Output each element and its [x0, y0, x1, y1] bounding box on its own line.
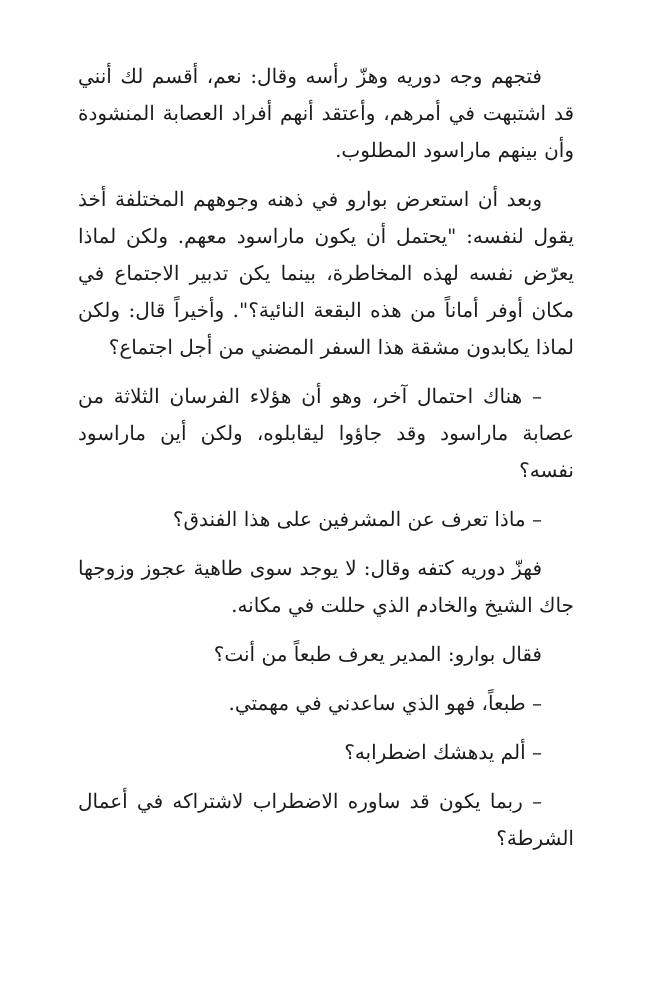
paragraph: فتجهم وجه دوريه وهزّ رأسه وقال: نعم، أقسم لك أنني قد اشتبهت في أمرهم، وأعتقد أنهم أفراد العصابة المنشودة وأن بينهم ماراسود المطلوب. — [78, 64, 574, 162]
paragraph: فهزّ دوريه كتفه وقال: لا يوجد سوى طاهية عجوز وزوجها جاك الشيخ والخادم الذي حللت في مكانه. — [78, 556, 574, 617]
paragraph: – ألم يدهشك اضطرابه؟ — [344, 740, 542, 764]
paragraph: – هناك احتمال آخر، وهو أن هؤلاء الفرسان الثلاثة من عصابة ماراسود وقد جاؤوا ليقابلوه، ولكن أين ماراسود نفسه؟ — [78, 384, 574, 482]
book-page — [78, 58, 574, 869]
paragraph: – ربما يكون قد ساوره الاضطراب لاشتراكه في أعمال الشرطة؟ — [78, 789, 574, 850]
paragraph: – طبعاً، فهو الذي ساعدني في مهمتي. — [228, 691, 542, 715]
paragraph: فقال بوارو: المدير يعرف طبعاً من أنت؟ — [213, 642, 542, 666]
paragraph: – ماذا تعرف عن المشرفين على هذا الفندق؟ — [172, 507, 542, 531]
paragraph: وبعد أن استعرض بوارو في ذهنه وجوههم المختلفة أخذ يقول لنفسه: "يحتمل أن يكون ماراسود معهم. ولكن لماذا يعرّض نفسه لهذه المخاطرة، بينما يكن تدبير الاجتماع في مكان أوفر أماناً من هذه البقعة النائية؟". وأخيراً قال: ولكن لماذا يكابدون مشقة هذا السفر المضني من أجل اجتماع؟ — [78, 187, 574, 359]
